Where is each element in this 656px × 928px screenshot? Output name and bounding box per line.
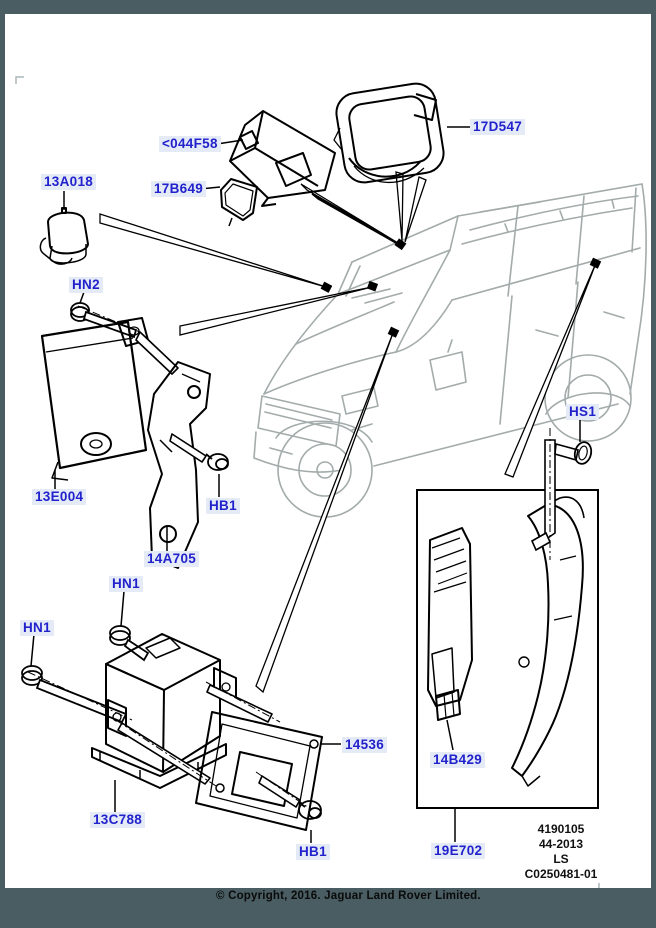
fastener-HN1-left-nut (22, 634, 132, 722)
pointer-wedge (180, 287, 372, 335)
part-label-14B429[interactable]: 14B429 (430, 752, 485, 768)
part-label-HN1-top[interactable]: HN1 (109, 576, 143, 592)
plate-number: 4190105 (537, 822, 585, 836)
part-label-14536[interactable]: 14536 (342, 737, 387, 753)
part-label-HB1-upper[interactable]: HB1 (206, 498, 240, 514)
part-17D547-mirror (334, 81, 470, 186)
part-label-HN2[interactable]: HN2 (69, 277, 103, 293)
plate-date: 44-2013 (538, 837, 584, 851)
part-label-17B649[interactable]: 17B649 (151, 181, 206, 197)
part-label-HS1[interactable]: HS1 (566, 404, 599, 420)
pointer-wedge (405, 177, 426, 242)
part-13A018-sensor (40, 191, 88, 264)
plate-revision: C0250481-01 (524, 867, 598, 881)
crop-corner-mark-top-left (16, 77, 24, 84)
part-label-13C788[interactable]: 13C788 (90, 812, 145, 828)
part-14536-mounting-plate (196, 712, 341, 830)
plate-info-block (490, 822, 632, 882)
part-label-19E702[interactable]: 19E702 (431, 843, 485, 859)
fastener-HB1-upper-bolt (206, 454, 228, 497)
part-label-13E004[interactable]: 13E004 (32, 489, 86, 505)
part-label-17D547[interactable]: 17D547 (470, 119, 525, 135)
part-14B429-module (428, 528, 472, 750)
pointer-wedge (256, 333, 393, 692)
part-13C788-module (92, 634, 280, 812)
vehicle-outline (254, 184, 646, 517)
copyright-text: © Copyright, 2016. Jaguar Land Rover Limited. (216, 890, 481, 902)
pointer-wedge (312, 194, 401, 246)
part-label-13A018[interactable]: 13A018 (41, 174, 96, 190)
attachment-markers (321, 238, 602, 337)
pointer-wedge (100, 214, 326, 287)
part-17B649-module (200, 179, 257, 226)
pointer-wedges (100, 172, 596, 692)
part-044F58-console-cover (217, 111, 335, 206)
part-14A705-bracket (148, 362, 210, 568)
part-label-044F58[interactable]: <044F58 (159, 136, 221, 152)
inset-box-19E702 (417, 420, 598, 842)
pointer-wedge (301, 184, 398, 243)
part-label-14A705[interactable]: 14A705 (144, 551, 199, 567)
plate-code: LS (553, 852, 569, 866)
fastener-HN1-top-nut (110, 591, 148, 660)
part-label-HB1-lower[interactable]: HB1 (296, 844, 330, 860)
part-label-HN1-left[interactable]: HN1 (20, 620, 54, 636)
